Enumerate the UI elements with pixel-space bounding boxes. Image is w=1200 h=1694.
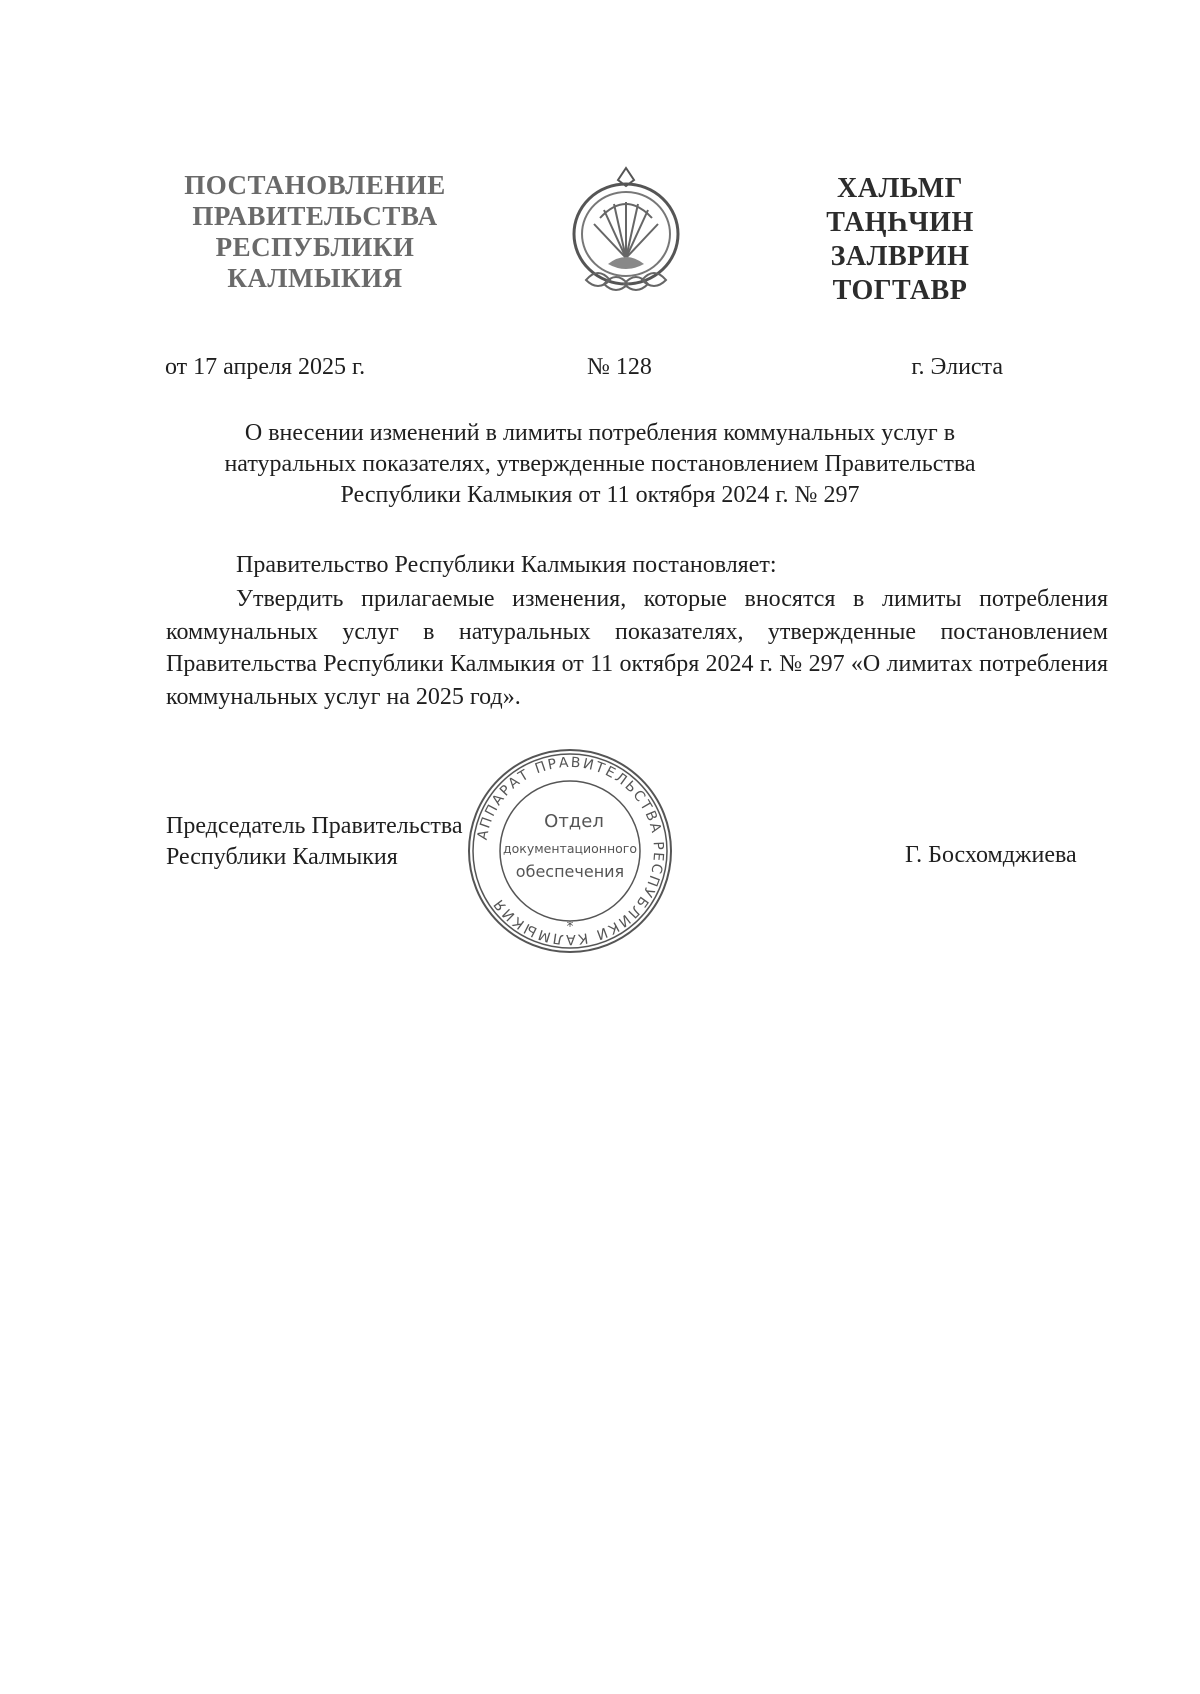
signatory-title-line: Председатель Правительства (166, 813, 463, 839)
header-right-title (770, 172, 1030, 308)
document-number: № 128 (587, 354, 652, 380)
stamp-ring-text: АППАРАТ ПРАВИТЕЛЬСТВА РЕСПУБЛИКИ КАЛМЫКИЯ (474, 754, 667, 948)
header-left-line: КАЛМЫКИЯ (227, 263, 403, 293)
stamp-center-line: Отдел (544, 811, 604, 832)
stamp-center-line: документационного (503, 841, 637, 856)
header-right-line: ЗАЛВРИН (830, 241, 970, 272)
document-city: г. Элиста (911, 354, 1003, 380)
coat-of-arms-emblem-icon (564, 162, 688, 302)
header-left-title (150, 170, 480, 294)
title-line: Республики Калмыкия от 11 октября 2024 г. № 297 (340, 482, 860, 508)
stamp-star: * (566, 919, 574, 935)
signatory-title (166, 811, 463, 873)
header-right-line: ХАЛЬМГ (837, 173, 963, 204)
stamp-center-line: обеспечения (515, 862, 625, 881)
title-line: натуральных показателях, утвержденные постановлением Правительства (224, 451, 976, 477)
signatory-title-line: Республики Калмыкия (166, 844, 398, 870)
document-title (150, 418, 1050, 511)
header-right-line: ТОГТАВР (832, 275, 968, 306)
header-left-line: ПРАВИТЕЛЬСТВА (192, 201, 438, 231)
header-right-line: ТАҢҺЧИН (826, 207, 974, 238)
signatory-name: Г. Босхомджиева (905, 842, 1077, 868)
official-stamp (464, 745, 676, 957)
document-date: от 17 апреля 2025 г. (165, 354, 366, 380)
title-line: О внесении изменений в лимиты потребления коммунальных услуг в (244, 420, 956, 446)
resolution-intro: Правительство Республики Калмыкия постановляет: (236, 552, 777, 578)
header-left-line: РЕСПУБЛИКИ (215, 232, 415, 262)
resolution-body: Утвердить прилагаемые изменения, которые вносятся в лимиты потребления коммунальных услуг в натуральных показателях, утвержденные постановлением Правительства Республики Калмыкия от 11 октября 2024 г. № 297 «О лимитах потребления коммунальных услуг на 2025 год». (166, 586, 1108, 710)
header-left-line: ПОСТАНОВЛЕНИЕ (184, 170, 446, 200)
